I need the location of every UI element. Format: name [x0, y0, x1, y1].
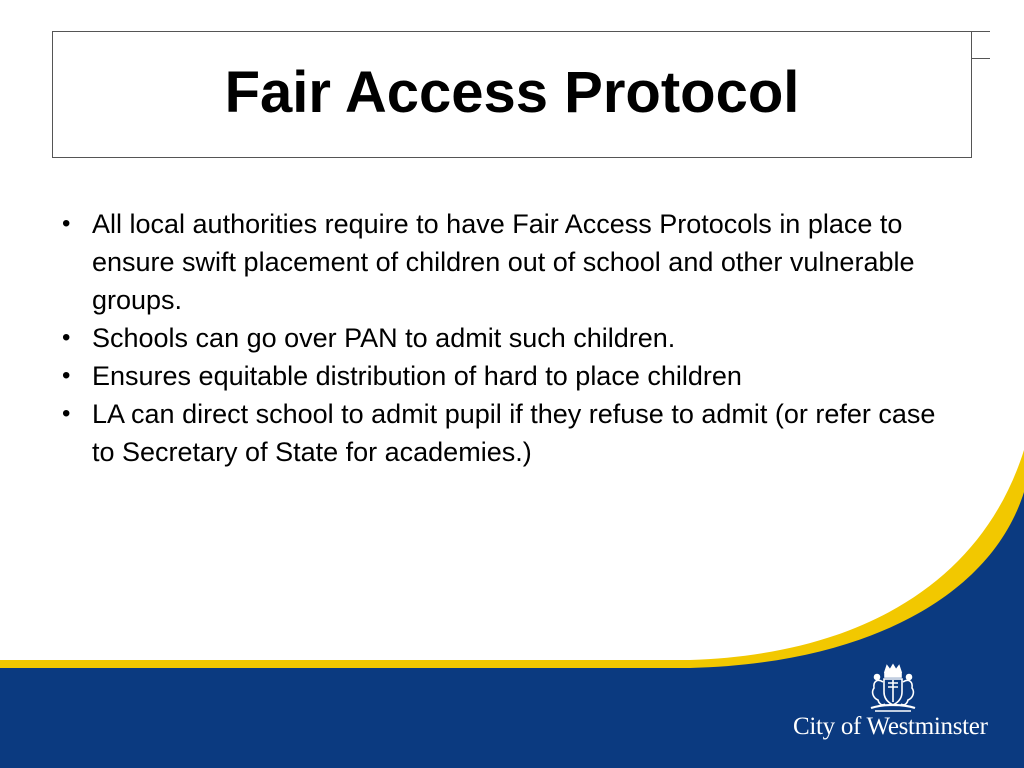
bullet-text: Schools can go over PAN to admit such children. — [92, 323, 676, 353]
bullet-item — [62, 205, 942, 319]
bullet-item — [62, 395, 942, 471]
bullet-dot-icon: • — [62, 210, 71, 237]
bullet-dot-icon: • — [62, 324, 71, 351]
bullet-dot-icon: • — [62, 362, 71, 389]
title-box — [52, 31, 972, 158]
bullet-text: All local authorities require to have Fair Access Protocols in place to ensure swift placement of children out of school and other vulnerable groups. — [92, 209, 915, 315]
city-of-westminster-logo — [793, 662, 995, 752]
bullet-text: Ensures equitable distribution of hard to place children — [92, 361, 742, 391]
bullet-dot-icon: • — [62, 400, 71, 427]
bullet-item — [62, 357, 942, 395]
slide-title: Fair Access Protocol — [224, 60, 800, 125]
bullet-item — [62, 319, 942, 357]
corner-mark-bottom — [972, 58, 990, 59]
logo-text: City of Westminster — [793, 713, 988, 740]
bullet-text: LA can direct school to admit pupil if they refuse to admit (or refer case to Secretary of State for academies.) — [92, 399, 936, 467]
coat-of-arms-icon — [865, 662, 921, 714]
corner-mark-top — [972, 31, 990, 32]
bullet-list — [62, 205, 942, 471]
